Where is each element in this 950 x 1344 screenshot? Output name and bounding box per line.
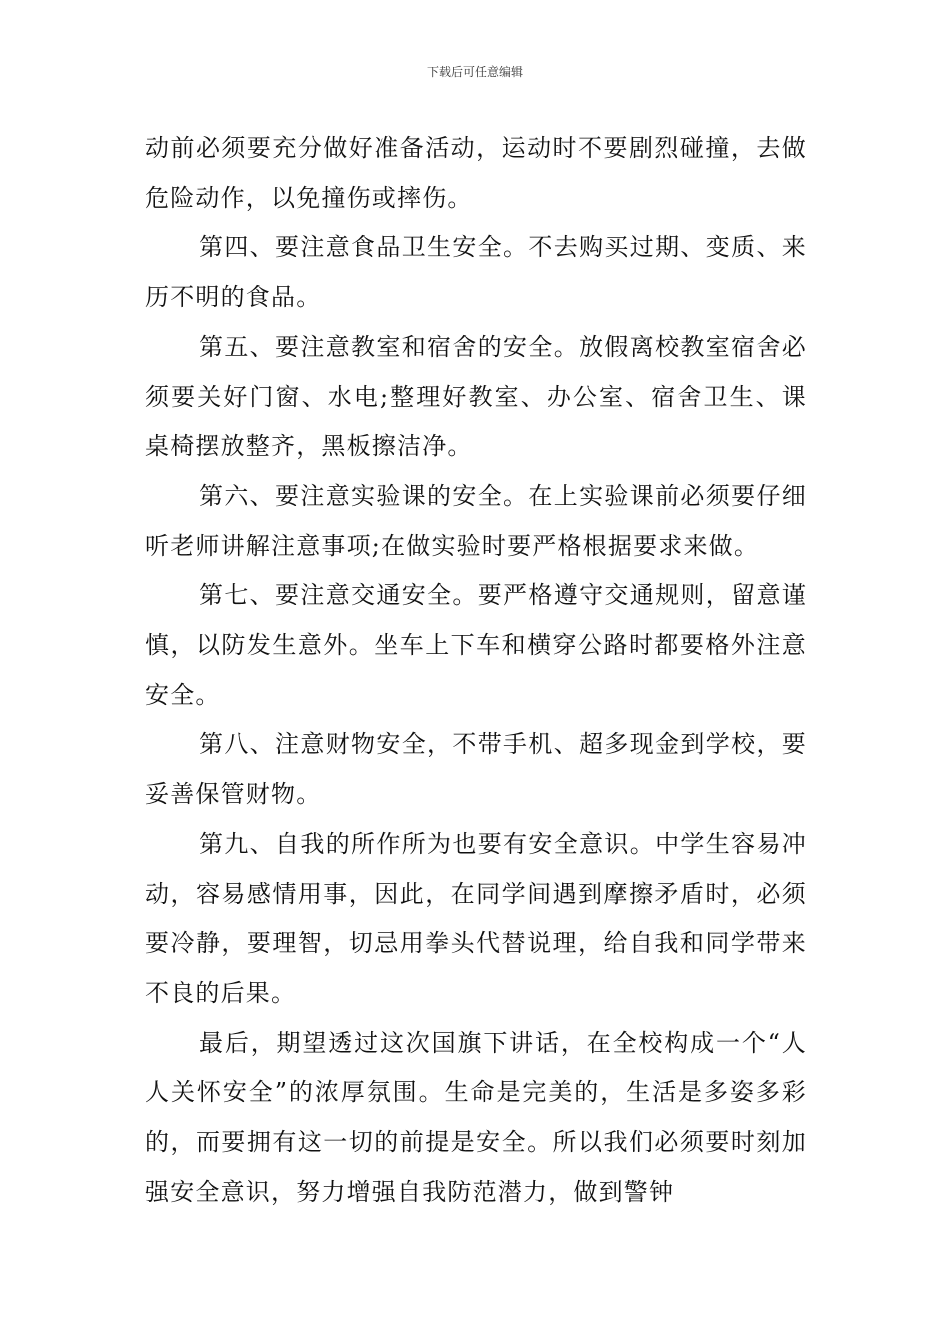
paragraph-closing: 最后，期望透过这次国旗下讲话，在全校构成一个“人人关怀安全”的浓厚氛围。生命是完美的，生活是多姿多彩的，而要拥有这一切的前提是安全。所以我们必须要时刻加强安全意识，努力增强自我防范潜力，做到警钟 [145, 1028, 807, 1206]
paragraph-traffic-safety: 第七、要注意交通安全。要严格遵守交通规则，留意谨慎，以防发生意外。坐车上下车和横穿公路时都要格外注意安全。 [145, 581, 807, 709]
page-header: 下载后可任意编辑 [426, 65, 523, 79]
paragraph-self-conduct: 第九、自我的所作所为也要有安全意识。中学生容易冲动，容易感情用事，因此，在同学间遇到摩擦矛盾时，必须要冷静，要理智，切忌用拳头代替说理，给自我和同学带来不良的后果。 [145, 829, 807, 1007]
paragraph-classroom-dorm-safety: 第五、要注意教室和宿舍的安全。放假离校教室宿舍必须要关好门窗、水电;整理好教室、办公室、宿舍卫生、课桌椅摆放整齐，黑板擦洁净。 [145, 332, 807, 461]
paragraph-lab-safety: 第六、要注意实验课的安全。在上实验课前必须要仔细听老师讲解注意事项;在做实验时要严格根据要求来做。 [145, 481, 807, 560]
paragraph-property-safety: 第八、注意财物安全，不带手机、超多现金到学校，要妥善保管财物。 [145, 730, 807, 809]
paragraph-continued: 动前必须要充分做好准备活动，运动时不要剧烈碰撞，去做危险动作，以免撞伤或摔伤。 [145, 134, 807, 212]
paragraph-food-safety: 第四、要注意食品卫生安全。不去购买过期、变质、来历不明的食品。 [145, 233, 807, 312]
document-body [145, 124, 807, 1217]
